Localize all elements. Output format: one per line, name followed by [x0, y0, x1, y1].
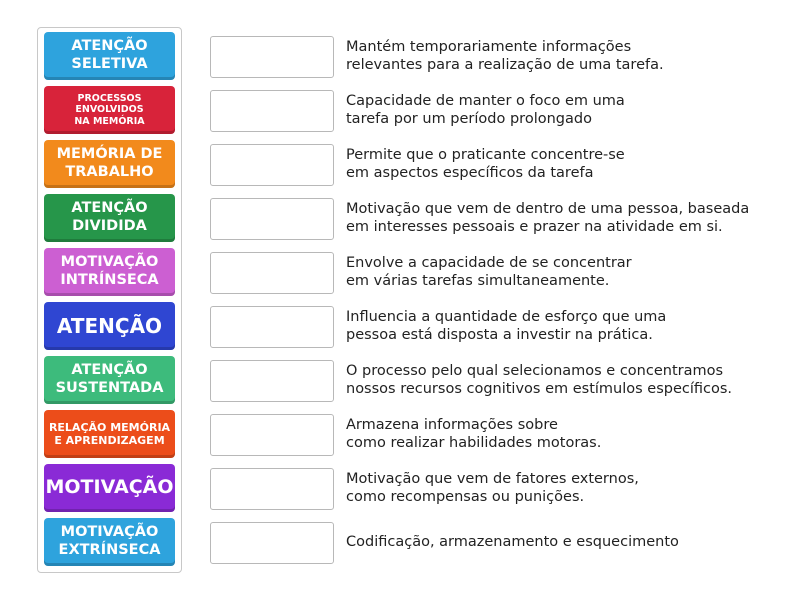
answer-tile[interactable]: ATENÇÃO [44, 302, 175, 350]
description-text: Motivação que vem de dentro de uma pessoa, baseada em interesses pessoais e prazer na atividade em si. [346, 201, 750, 235]
answer-tile[interactable]: ATENÇÃO DIVIDIDA [44, 194, 175, 242]
description-text: Permite que o praticante concentre-se em aspectos específicos da tarefa [346, 147, 625, 181]
description-text: Influencia a quantidade de esforço que uma pessoa está disposta a investir na prática. [346, 309, 667, 343]
description-text: Envolve a capacidade de se concentrar em várias tarefas simultaneamente. [346, 255, 632, 289]
answer-tile[interactable]: ATENÇÃO SUSTENTADA [44, 356, 175, 404]
answer-tile[interactable]: MOTIVAÇÃO [44, 464, 175, 512]
drop-slot[interactable] [210, 90, 334, 132]
drop-slot[interactable] [210, 468, 334, 510]
drop-slot[interactable] [210, 306, 334, 348]
drop-slot[interactable] [210, 198, 334, 240]
answer-tile[interactable]: MOTIVAÇÃO EXTRÍNSECA [44, 518, 175, 566]
drop-slot[interactable] [210, 252, 334, 294]
answer-tile[interactable]: ATENÇÃO SELETIVA [44, 32, 175, 80]
description-text: Codificação, armazenamento e esquecimento [346, 534, 679, 550]
description-text: O processo pelo qual selecionamos e concentramos nossos recursos cognitivos em estímulos específicos. [346, 363, 733, 397]
description-text: Mantém temporariamente informações relevantes para a realização de uma tarefa. [346, 39, 664, 73]
answer-tile[interactable]: MOTIVAÇÃO INTRÍNSECA [44, 248, 175, 296]
drop-slot[interactable] [210, 522, 334, 564]
answer-tile[interactable]: MEMÓRIA DE TRABALHO [44, 140, 175, 188]
drop-slot[interactable] [210, 360, 334, 402]
drop-slot[interactable] [210, 36, 334, 78]
description-text: Armazena informações sobre como realizar habilidades motoras. [346, 417, 602, 451]
answer-tile[interactable]: RELAÇÃO MEMÓRIA E APRENDIZAGEM [44, 410, 175, 458]
drop-slot[interactable] [210, 144, 334, 186]
description-text: Capacidade de manter o foco em uma tarefa por um período prolongado [346, 93, 625, 127]
answer-tile[interactable]: PROCESSOS ENVOLVIDOS NA MEMÓRIA [44, 86, 175, 134]
drop-slot[interactable] [210, 414, 334, 456]
description-text: Motivação que vem de fatores externos, como recompensas ou punições. [346, 471, 639, 505]
